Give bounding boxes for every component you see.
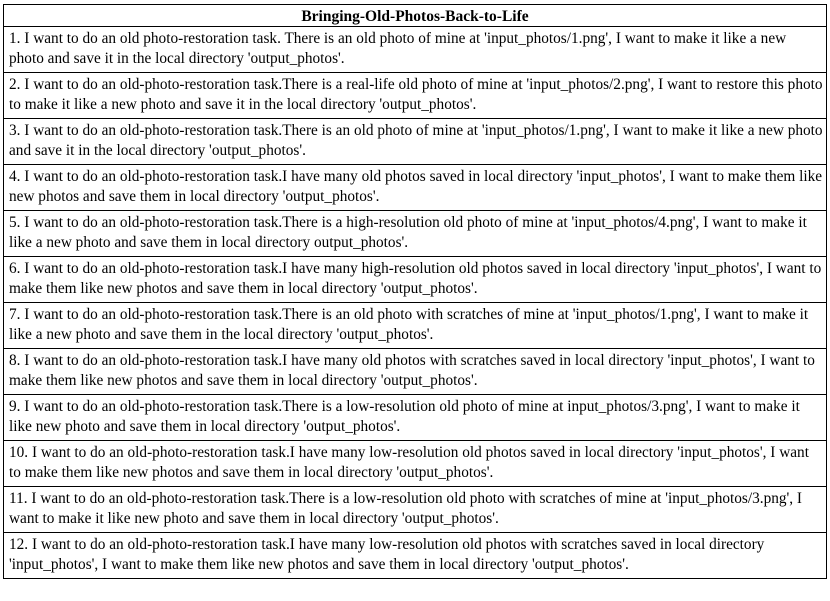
task-cell-1: 1. I want to do an old photo-restoration task. There is an old photo of mine at 'input_photos/1.png', I want to make it like a new photo and save it in the local directory 'output_photos'. [4, 27, 827, 73]
table-row [4, 533, 827, 579]
task-cell-4: 4. I want to do an old-photo-restoration task.I have many old photos saved in local directory 'input_photos', I want to make them like new photos and save them in local directory 'output_photos'. [4, 165, 827, 211]
table-row [4, 349, 827, 395]
task-table [3, 4, 827, 579]
table-row [4, 165, 827, 211]
table-row [4, 211, 827, 257]
task-cell-11: 11. I want to do an old-photo-restoration task.There is a low-resolution old photo with scratches of mine at 'input_photos/3.png', I want to make it like new photo and save them in local directory 'output_photos'. [4, 487, 827, 533]
task-cell-8: 8. I want to do an old-photo-restoration task.I have many old photos with scratches saved in local directory 'input_photos', I want to make them like new photos and save them in local directory 'output_photos'. [4, 349, 827, 395]
task-cell-7: 7. I want to do an old-photo-restoration task.There is an old photo with scratches of mine at 'input_photos/1.png', I want to make it like a new photo and save them in the local directory 'output_photos'. [4, 303, 827, 349]
table-row [4, 395, 827, 441]
table-row [4, 303, 827, 349]
table-row [4, 441, 827, 487]
task-cell-10: 10. I want to do an old-photo-restoration task.I have many low-resolution old photos saved in local directory 'input_photos', I want to make them like new photos and save them in local directory 'output_photos'. [4, 441, 827, 487]
table-row [4, 73, 827, 119]
table-title: Bringing-Old-Photos-Back-to-Life [4, 5, 827, 27]
table-row [4, 257, 827, 303]
task-cell-5: 5. I want to do an old-photo-restoration task.There is a high-resolution old photo of mine at 'input_photos/4.png', I want to make it like a new photo and save them in local directory output_photos'. [4, 211, 827, 257]
table-row [4, 487, 827, 533]
task-cell-2: 2. I want to do an old-photo-restoration task.There is a real-life old photo of mine at 'input_photos/2.png', I want to restore this photo to make it like a new photo and save it in the local directory 'output_photos'. [4, 73, 827, 119]
task-cell-3: 3. I want to do an old-photo-restoration task.There is an old photo of mine at 'input_photos/1.png', I want to make it like a new photo and save it in the local directory 'output_photos'. [4, 119, 827, 165]
table-header-row [4, 5, 827, 27]
task-cell-9: 9. I want to do an old-photo-restoration task.There is a low-resolution old photo of mine at input_photos/3.png', I want to make it like new photo and save them in local directory 'output_photos'. [4, 395, 827, 441]
table-row [4, 119, 827, 165]
table-row [4, 27, 827, 73]
task-cell-12: 12. I want to do an old-photo-restoration task.I have many low-resolution old photos with scratches saved in local directory 'input_photos', I want to make them like new photos and save them in local directory 'output_photos'. [4, 533, 827, 579]
task-cell-6: 6. I want to do an old-photo-restoration task.I have many high-resolution old photos saved in local directory 'input_photos', I want to make them like new photos and save them in local directory 'output_photos'. [4, 257, 827, 303]
